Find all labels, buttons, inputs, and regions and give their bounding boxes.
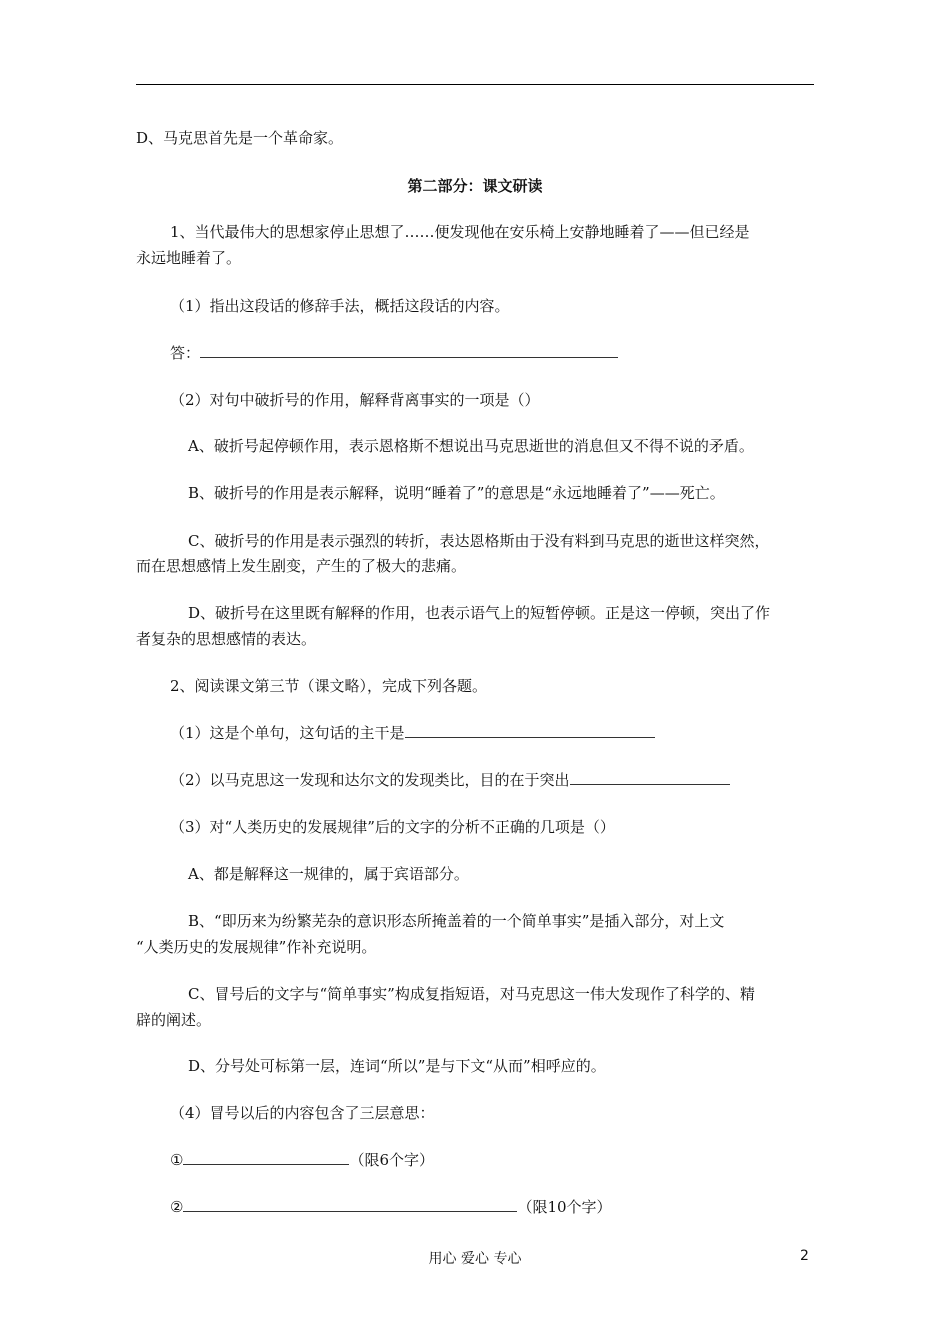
question-1-line1: 1、当代最伟大的思想家停止思想了……便发现他在安乐椅上安静地睡着了——但已经是 (170, 223, 750, 241)
question-2-2-line[interactable] (170, 770, 730, 790)
q2-option-c-line2: 辟的阐述。 (136, 1011, 212, 1029)
footer-slogan: 用心 爱心 专心 (428, 1251, 522, 1267)
section-title: 第二部分：课文研读 (407, 177, 543, 195)
question-2-3: （3）对“人类历史的发展规律”后的文字的分析不正确的几项是（） (170, 818, 615, 836)
question-1-line2: 永远地睡着了。 (136, 249, 242, 267)
page-number: 2 (800, 1248, 809, 1264)
option-b: B、破折号的作用是表示解释，说明“睡着了”的意思是“永远地睡着了”——死亡。 (188, 484, 725, 502)
sub-answer-1-blank[interactable] (183, 1150, 349, 1165)
option-d-line1: D、破折号在这里既有解释的作用，也表示语气上的短暂停顿。正是这一停顿，突出了作 (188, 604, 771, 622)
option-c-line1: C、破折号的作用是表示强烈的转折，表达恩格斯由于没有料到马克思的逝世这样突然， (188, 532, 770, 550)
question-2-2-blank[interactable] (570, 770, 730, 785)
answer-line[interactable] (170, 343, 618, 363)
question-2-1: （1）这是个单句，这句话的主干是 (170, 724, 405, 742)
question-2-1-line[interactable] (170, 723, 655, 743)
limit-1: （限6个字） (349, 1151, 434, 1169)
sub-answer-2-line[interactable] (170, 1197, 612, 1217)
question-2-2: （2）以马克思这一发现和达尔文的发现类比，目的在于突出 (170, 771, 570, 789)
q2-option-c-line1: C、冒号后的文字与“简单事实”构成复指短语，对马克思这一伟大发现作了科学的、精 (188, 985, 755, 1003)
circle-number-1: ① (170, 1151, 184, 1169)
question-1-1: （1）指出这段话的修辞手法，概括这段话的内容。 (170, 297, 510, 315)
q2-option-b-line2: “人类历史的发展规律”作补充说明。 (136, 938, 377, 956)
q2-option-a: A、都是解释这一规律的，属于宾语部分。 (188, 865, 469, 883)
q2-option-d: D、分号处可标第一层，连词“所以”是与下文“从而”相呼应的。 (188, 1057, 606, 1075)
option-d-intro: D、马克思首先是一个革命家。 (136, 129, 344, 147)
answer-blank[interactable] (200, 343, 618, 358)
question-2-4: （4）冒号以后的内容包含了三层意思： (170, 1104, 435, 1122)
question-2-1-blank[interactable] (405, 723, 655, 738)
circle-number-2: ② (170, 1198, 184, 1216)
header-rule (136, 84, 814, 85)
answer-label: 答： (170, 344, 201, 362)
limit-2: （限10个字） (517, 1198, 612, 1216)
sub-answer-1-line[interactable] (170, 1150, 434, 1170)
q2-option-b-line1: B、“即历来为纷繁芜杂的意识形态所掩盖着的一个简单事实”是插入部分，对上文 (188, 912, 725, 930)
question-1-2: （2）对句中破折号的作用，解释背离事实的一项是（） (170, 391, 540, 409)
option-d-line2: 者复杂的思想感情的表达。 (136, 630, 317, 648)
question-2: 2、阅读课文第三节（课文略），完成下列各题。 (170, 677, 488, 695)
option-a: A、破折号起停顿作用，表示恩格斯不想说出马克思逝世的消息但又不得不说的矛盾。 (188, 437, 754, 455)
option-c-line2: 而在思想感情上发生剧变，产生的了极大的悲痛。 (136, 557, 467, 575)
sub-answer-2-blank[interactable] (183, 1197, 517, 1212)
